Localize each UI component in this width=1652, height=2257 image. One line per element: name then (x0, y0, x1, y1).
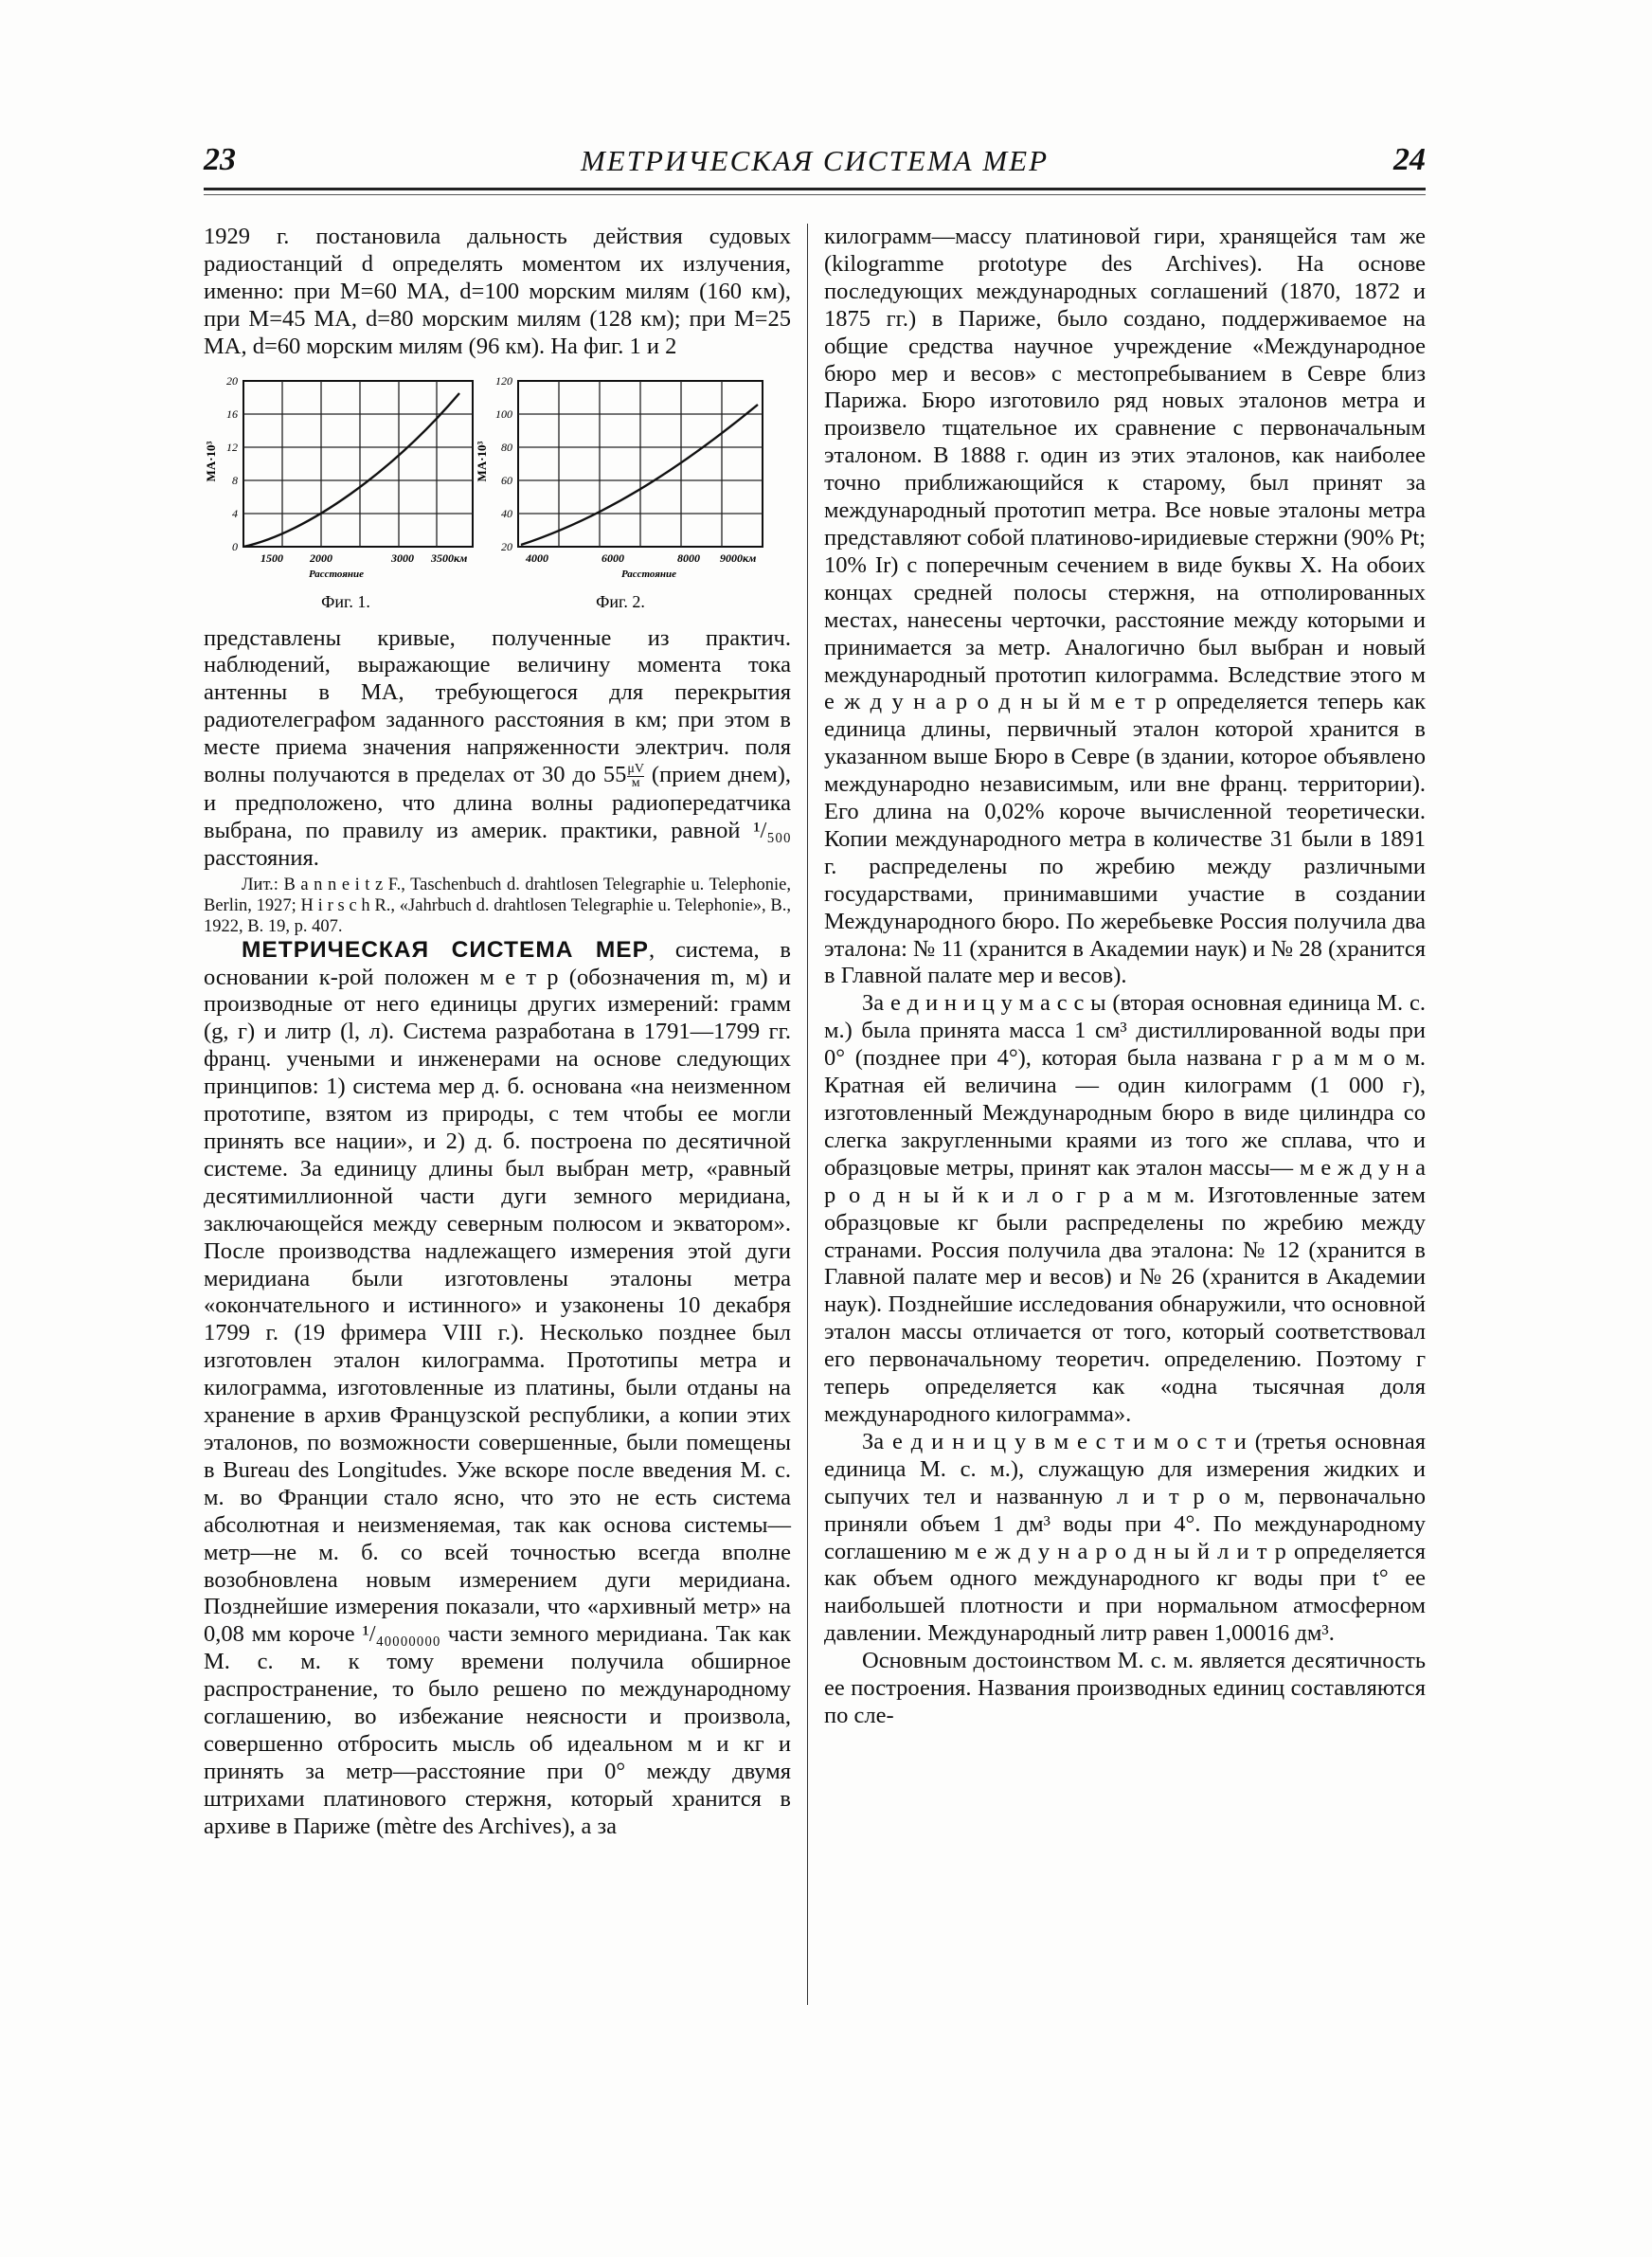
fig1-xtick: 3000 (391, 551, 414, 565)
fig2-ytick: 80 (501, 440, 512, 454)
fig2-chart (475, 374, 763, 611)
fig1-ytick: 16 (226, 406, 238, 421)
fig2-caption: Фиг. 2. (596, 591, 645, 611)
fig1-ytick: 4 (232, 506, 238, 520)
figures-svg (204, 367, 791, 618)
fig2-ytick: 60 (501, 473, 512, 487)
paragraph-curves-a: представлены кривые, полученные из практич. наблюдений, выражающие величину момента тока антенны в MA, требующегося для перекрытия радиотелеграфом заданного расстояния в км; при этом в месте приема значения напряженности электрич. поля волны получаются в пределах от 30 до 55 (204, 624, 791, 788)
fig2-xtick: 4000 (526, 551, 548, 565)
fig2-ylabel: MA·10³ (475, 441, 489, 481)
right-column (824, 224, 1426, 1730)
fig2-xlabel: Расстояние (620, 568, 677, 580)
fig1-ytick: 8 (232, 473, 238, 487)
paragraph-radio-range: 1929 г. постановила дальность действия судовых радиостанций d определять моментом их излучения, именно: при M=60 MA, d=100 морским милям (160 км), при M=45 MA, d=80 морским милям (128 км); при M=25 MA, d=60 морским милям (96 км). На фиг. 1 и 2 (204, 224, 791, 359)
figures-block (204, 367, 791, 618)
fig2-ytick: 100 (495, 406, 512, 421)
page-header (204, 142, 1426, 186)
fig2-ytick: 40 (501, 506, 512, 520)
unit-numerator: μV (627, 761, 645, 776)
fig1-ytick: 0 (232, 539, 238, 553)
paragraph-unit-of-volume: За е д и н и ц у в м е с т и м о с т и (третья основная единица М. с. м.), служащую для измерения жидких и сыпучих тел и названную л и т р о м, первоначально приняли объем 1 дм³ воды при 4°. По международному соглашению м е ж д у н а р о д н ы й л и т р определяется как объем одного международного кг воды при t° ее наибольшей плотности и при нормальном атмосферном давлении. Международный литр равен 1,00016 дм³. (824, 1428, 1426, 1647)
unit-fraction (627, 763, 644, 790)
page-number-left: 23 (204, 142, 236, 177)
fig2-ytick: 20 (501, 539, 512, 553)
fig1-ylabel: MA·10³ (204, 441, 218, 481)
paragraph-curves (204, 625, 791, 873)
paragraph-metric-system (204, 937, 791, 1841)
fig1-xtick: 1500 (260, 551, 283, 565)
fig1-caption: Фиг. 1. (321, 591, 370, 611)
page-number-right: 24 (1393, 142, 1426, 177)
fig1-ytick: 20 (226, 373, 238, 388)
paragraph-kilogram-bureau: килограмм—массу платиновой гири, хранящейся там же (kilogramme prototype des Archives). На основе последующих международных соглашений (1870, 1872 и 1875 гг.) в Париже, было создано, поддерживаемое на общие средства научное учреждение «Международное бюро мер и весов» с местопребыванием в Севре близ Парижа. Бюро изготовило ряд новых эталонов метра и произвело тщательное их сравнение с первоначальным эталоном. В 1888 г. один из этих эталонов, как наиболее точно приближающийся к старому, был принят за международный прототип метра. Все новые эталоны метра представляют собой платиново-иридиевые стержни (90% Pt; 10% Ir) с поперечным сечением в виде буквы X. На обоих концах средней полосы стержня, на отполированных местах, нанесены черточки, расстояние между которыми и принимается за метр. Аналогично был выбран и новый международный прототип килограмма. Вследствие этого м е ж д у н а р о д н ы й м е т р определяется теперь как единица длины, первичный эталон которой хранится в указанном выше Бюро в Севре (в здании, которое объявлено международно независимым, или вне франц. территории). Его длина на 0,02% короче вычисленной теоретически. Копии международного метра в количестве 31 были в 1891 г. распределены по жребию между различными государствами, принимавшими участие в создании Международного бюро. По жеребьевке Россия получила два эталона: № 11 (хранится в Академии наук) и № 28 (хранится в Главной палате мер и весов). (824, 224, 1426, 989)
fig1-xlabel: Расстояние (308, 568, 365, 580)
left-column (204, 224, 791, 1841)
fig1-xtick: 2000 (310, 551, 332, 565)
column-divider (807, 224, 808, 2005)
fig1-grid (243, 381, 473, 547)
fig1-xtick: 3500км (431, 551, 468, 565)
fig1-curve (243, 393, 459, 547)
running-title: МЕТРИЧЕСКАЯ СИСТЕМА МЕР (580, 144, 1050, 177)
fig1-ytick: 12 (226, 440, 238, 454)
paragraph-unit-of-mass: За е д и н и ц у м а с с ы (вторая основная единица М. с. м.) была принята масса 1 см³ дистиллированной воды при 0° (позднее при 4°), которая была названа г р а м м о м. Кратная ей величина — один килограмм (1 000 г), изготовленный Международным бюро в виде цилиндра со слегка закругленными краями из того же сплава, что и образцовые метры, принят как эталон массы— м е ж д у н а р о д н ы й к и л о г р а м м. Изготовленные затем образцовые кг были распределены по жребию между странами. Россия получила два эталона: № 12 (хранится в Главной палате мер и весов) и № 26 (хранится в Академии наук). Позднейшие исследования обнаружили, что основной эталон массы отличается от того, который соответствовал его первоначальному теоретич. определению. Поэтому г теперь определяется как «одна тысячная доля международного килограмма». (824, 990, 1426, 1427)
paragraph-curves-b: (прием днем), и предположено, что длина волны радиопередатчика выбрана, по правилу из америк. практики, равной ¹/₅₀₀ расстояния. (204, 762, 791, 871)
paragraph-metric-system-text: , система, в основании к-рой положен м е т р (обозначения m, м) и производные от него единицы других измерений: грамм (g, г) и литр (l, л). Система разработана в 1791—1799 гг. франц. учеными и инженерами на основе следующих принципов: 1) система мер д. б. основана «на неизменном прототипе, взятом из природы, с тем чтобы ее могли принять все нации», и 2) д. б. построена по десятичной системе. За единицу длины был выбран метр, «равный десятимиллионной части дуги земного меридиана, заключающейся между северным полюсом и экватором». После производства надлежащего измерения этой дуги меридиана были изготовлены эталоны метра «окончательного и истинного» и узаконены 10 декабря 1799 г. (19 фримера VIII г.). Несколько позднее был изготовлен эталон килограмма. Прототипы метра и килограмма, изготовленные из платины, были отданы на хранение в архив Французской республики, а копии этих эталонов, по возможности совершенные, были помещены в Bureau des Longitudes. Уже вскоре после введения М. с. м. во Франции стало ясно, что это не есть система абсолютная и неизменяемая, так как основа системы—метр—не м. б. со всей точностью всегда вполне возобновлена новым измерением дуги меридиана. Позднейшие измерения показали, что «архивный метр» на 0,08 мм короче ¹/₄₀₀₀₀₀₀₀ части земного меридиана. Так как М. с. м. к тому времени получила обширное распространение, то было решено по международному соглашению, во избежание неясности и произвола, совершенно отбросить мысль об идеальном м и кг и принять за метр—расстояние при 0° между двумя штрихами платинового стержня, который хранится в архиве в Париже (mètre des Archives), а за (204, 936, 791, 1839)
unit-denominator: м (631, 775, 640, 790)
fig2-grid (518, 381, 763, 547)
header-rule-thin (204, 194, 1426, 195)
paragraph-decimal-advantage: Основным достоинством М. с. м. является десятичность ее построения. Названия производных единиц составляются по сле- (824, 1648, 1426, 1728)
fig2-xtick: 8000 (677, 551, 700, 565)
header-rule (204, 188, 1426, 190)
fig1-frame (243, 381, 473, 547)
article-headword: МЕТРИЧЕСКАЯ СИСТЕМА МЕР (242, 936, 649, 963)
fig2-xtick: 9000км (720, 551, 757, 565)
fig2-xtick: 6000 (602, 551, 624, 565)
literature-references: Лит.: B a n n e i t z F., Taschenbuch d. drahtlosen Telegraphie u. Telephonie, Berlin, 1927; H i r s c h R., «Jahrbuch d. drahtlosen Telegraphie u. Telephonie», B., 1922, B. 19, p. 407. (204, 875, 791, 936)
fig1-chart (204, 374, 473, 611)
fig2-ytick: 120 (495, 373, 512, 388)
